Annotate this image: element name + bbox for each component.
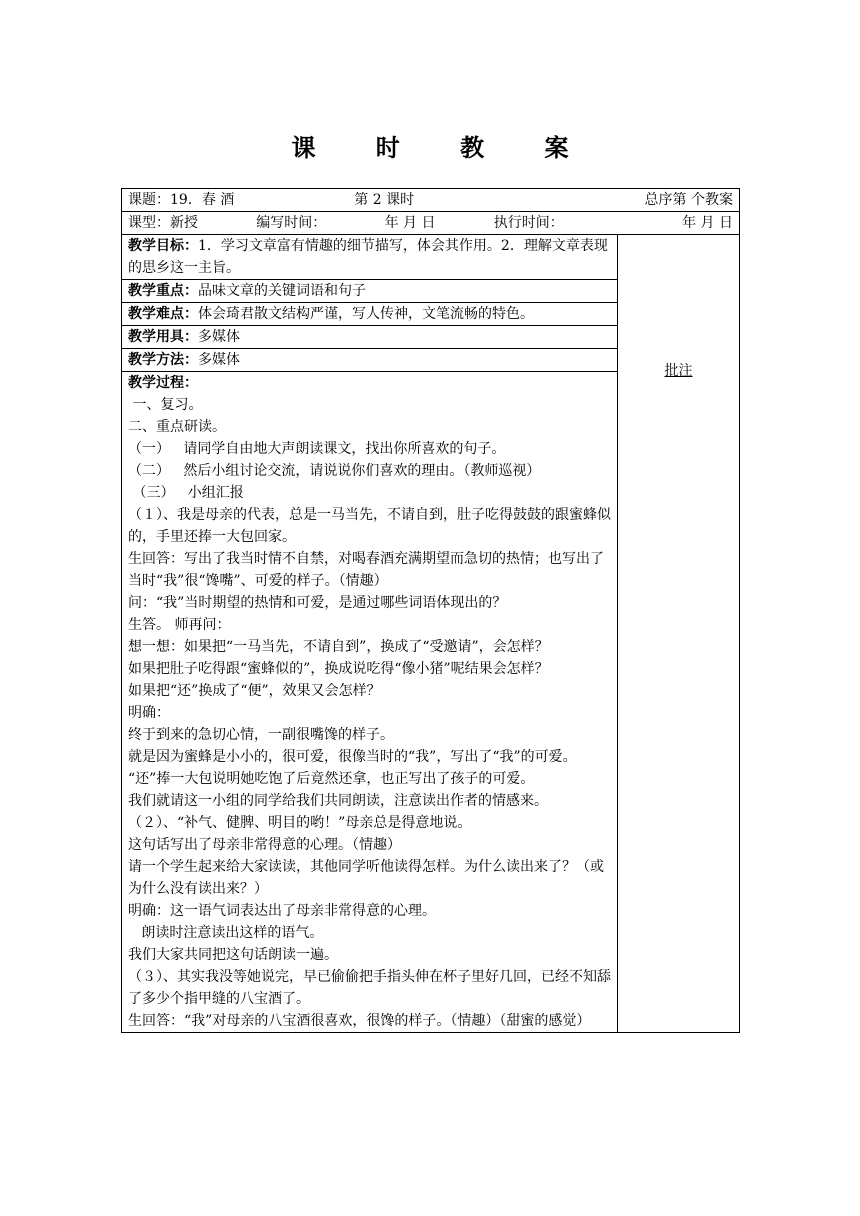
header-row-2 [122, 212, 740, 235]
process-paragraph: 终于到来的急切心情，一副很嘴馋的样子。 [128, 727, 394, 743]
process-paragraph: 就是因为蜜蜂是小小的，很可爱，很像当时的“我”，写出了“我”的可爱。 [128, 749, 577, 765]
process-label: 教学过程： [128, 375, 198, 391]
key-text: 品味文章的关键词语和句子 [198, 283, 366, 299]
difficult-text: 体会琦君散文结构严谨，写人传神，文笔流畅的特色。 [198, 306, 534, 322]
process-paragraph: （二） 然后小组讨论交流，请说说你们喜欢的理由。（教师巡视） [128, 463, 541, 479]
process-paragraph: 生答。 师再问： [128, 617, 231, 633]
process-paragraph: 明确：这一语气词表达出了母亲非常得意的心理。 [128, 903, 436, 919]
method-label: 教学方法： [128, 352, 198, 368]
process-paragraph: 明确： [128, 705, 170, 721]
process-paragraph: 生回答：“我”对母亲的八宝酒很喜欢，很馋的样子。（情趣）（甜蜜的感觉） [128, 1013, 591, 1029]
tools-text: 多媒体 [198, 329, 240, 345]
remark-column [618, 235, 740, 1033]
process-list [128, 394, 611, 1032]
page-title: 课 时 教 案 [291, 133, 595, 162]
process-paragraph: 朗读时注意读出这样的语气。 [128, 925, 324, 941]
topic-label: 课题： [128, 192, 170, 208]
process-paragraph: 请一个学生起来给大家读读，其他同学听他读得怎样。为什么读出来了？（或为什么没有读出来？） [128, 859, 604, 897]
process-paragraph: 二、重点研读。 [128, 419, 226, 435]
compile-date: 年 月 日 [384, 215, 436, 231]
process-paragraph: （三） 小组汇报 [128, 485, 244, 501]
process-paragraph: 我们大家共同把这句话朗读一遍。 [128, 947, 338, 963]
tools-label: 教学用具： [128, 329, 198, 345]
type-label: 课型： [128, 215, 170, 231]
serial-number: 总序第 个教案 [644, 192, 733, 208]
process-paragraph: （３）、其实我没等她说完，早已偷偷把手指头伸在杯子里好几回，已经不知舔了多少个指甲缝的八宝酒了。 [128, 969, 611, 1007]
process-paragraph: 我们就请这一小组的同学给我们共同朗读，注意读出作者的情感来。 [128, 793, 548, 809]
lesson-number: 第 2 课时 [354, 192, 415, 208]
process-paragraph: 一、复习。 [128, 397, 203, 413]
lesson-plan-table [121, 188, 740, 1033]
difficult-label: 教学难点： [128, 306, 198, 322]
exec-time-label: 执行时间： [493, 215, 564, 231]
process-paragraph: 如果把肚子吃得跟“蜜蜂似的”，换成说吃得“像小猪”呢结果会怎样？ [128, 661, 549, 677]
process-paragraph: （１）、我是母亲的代表，总是一马当先，不请自到，肚子吃得鼓鼓的跟蜜蜂似的，手里还捧一大包回家。 [128, 507, 611, 545]
type-value: 新授 [170, 215, 198, 231]
goal-row [122, 235, 740, 280]
process-paragraph: 想一想：如果把“一马当先，不请自到”，换成了“受邀请”，会怎样？ [128, 639, 549, 655]
topic-value: 19．春 酒 [170, 192, 235, 208]
process-paragraph: （２）、“补气、健脾、明目的哟！”母亲总是得意地说。 [128, 815, 472, 831]
process-paragraph: 如果把“还”换成了“便”，效果又会怎样？ [128, 683, 381, 699]
process-paragraph: 这句话写出了母亲非常得意的心理。（情趣） [128, 837, 401, 853]
exec-date: 年 月 日 [682, 215, 733, 231]
goal-text: 1．学习文章富有情趣的细节描写，体会其作用。2．理解文章表现的思乡这一主旨。 [128, 238, 608, 276]
process-paragraph: 生回答：写出了我当时情不自禁，对喝春酒充满期望而急切的热情；也写出了当时“我”很“馋嘴”、可爱的样子。（情趣） [128, 551, 604, 589]
process-paragraph: 问：“我”当时期望的热情和可爱，是通过哪些词语体现出的？ [128, 595, 507, 611]
key-label: 教学重点： [128, 283, 198, 299]
goal-label: 教学目标： [128, 238, 198, 254]
header-row-1 [122, 189, 740, 212]
method-text: 多媒体 [198, 352, 240, 368]
process-paragraph: （一） 请同学自由地大声朗读课文，找出你所喜欢的句子。 [128, 441, 506, 457]
remark-label: 批注 [664, 363, 693, 379]
process-paragraph: “还”捧一大包说明她吃饱了后竟然还拿，也正写出了孩子的可爱。 [128, 771, 535, 787]
compile-time-label: 编写时间： [256, 215, 327, 231]
